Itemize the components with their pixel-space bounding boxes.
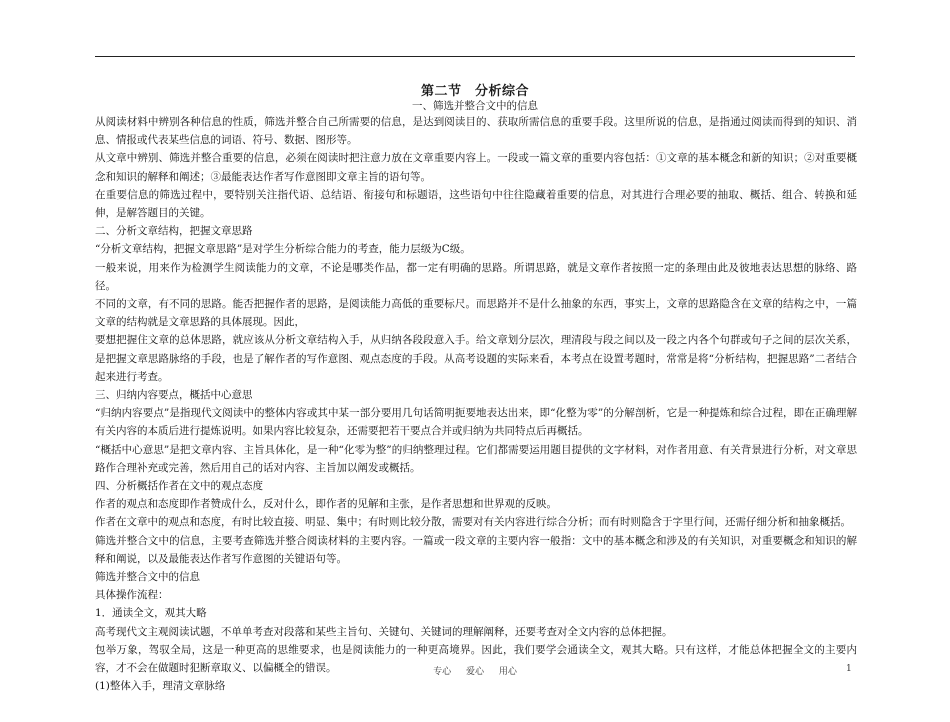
paragraph: 从阅读材料中辨别各种信息的性质，筛选并整合自己所需要的信息，是达到阅读目的、获取所需信息的重要手段。这里所说的信息，是指通过阅读而得到的知识、消息、情报或代表某些信息的词语、符号、数据、图形等。	[95, 116, 857, 147]
paragraph: 具体操作流程：	[95, 589, 169, 602]
paragraph: 筛选并整合文中的信息，主要考查筛选并整合阅读材料的主要内容。一篇或一段文章的主要内容一般指：文中的基本概念和涉及的有关知识，对重要概念和知识的解释和阐说，以及最能表达作者写作意图的关键语句等。	[95, 534, 857, 565]
page-number: 1	[846, 664, 852, 674]
footer-word: 爱心	[465, 667, 484, 677]
page-footer	[0, 664, 950, 677]
section-title: 第二节 分析综合	[420, 84, 529, 99]
paragraph: “概括中心意思”是把文章内容、主旨具体化，是一种“化零为整”的归纳整理过程。它们都需要运用题目提供的文字材料，对作者用意、有关背景进行分析，对文章思路作合理补充或完善，然后用自己的话对内容、主旨加以阐发或概括。	[95, 443, 857, 474]
paragraph: 一般来说，用来作为检测学生阅读能力的文章，不论是哪类作品，都一定有明确的思路。所谓思路，就是文章作者按照一定的条理由此及彼地表达思想的脉络、路径。	[95, 261, 857, 292]
document-body	[95, 113, 857, 696]
paragraph: 高考现代文主观阅读试题，不单单考查对段落和某些主旨句、关键句、关键词的理解阐释，还要考查对全文内容的总体把握。	[95, 625, 673, 638]
footer-word: 专心	[433, 667, 452, 677]
paragraph: 包举万象，驾驭全局，这是一种更高的思维要求，也是阅读能力的一种更高境界。因此，我们要学会通读全文，观其大略。只有这样，才能总体把握全文的主要内容，才不会在做题时犯断章取义、以偏概全的错误。	[95, 643, 857, 675]
heading: 四、分析概括作者在文中的观点态度	[95, 480, 263, 493]
footer-word: 用心	[498, 667, 517, 677]
heading: 1．通读全文，观其大略	[95, 607, 207, 620]
heading: 三、归纳内容要点，概括中心意思	[95, 389, 253, 402]
paragraph: 作者在文章中的观点和态度，有时比较直接、明显、集中；有时则比较分散，需要对有关内容进行综合分析；而有时则隐含于字里行间，还需仔细分析和抽象概括。	[95, 516, 851, 529]
header-rule	[95, 56, 855, 57]
paragraph: 作者的观点和态度即作者赞成什么，反对什么，即作者的见解和主张，是作者思想和世界观的反映。	[95, 498, 557, 511]
paragraph: 从文章中辨别、筛选并整合重要的信息，必须在阅读时把注意力放在文章重要内容上。一段或一篇文章的重要内容包括：①文章的基本概念和新的知识；②对重要概念和知识的解释和阐述；③最能表达作者写作意图即文章主旨的语句等。	[95, 152, 857, 183]
section-subtitle: 一、筛选并整合文中的信息	[412, 100, 538, 112]
paragraph: 不同的文章，有不同的思路。能否把握作者的思路，是阅读能力高低的重要标尺。而思路并不是什么抽象的东西，事实上，文章的思路隐含在文章的结构之中，一篇文章的结构就是文章思路的具体展现。因此，	[95, 298, 857, 329]
paragraph: “归纳内容要点”是指现代文阅读中的整体内容或其中某一部分要用几句话简明扼要地表达出来，即“化整为零”的分解剖析，它是一种提炼和综合过程，即在正确理解有关内容的本质后进行提炼说明。如果内容比较复杂，还需要把若干要点合并或归纳为共同特点后再概括。	[95, 407, 857, 438]
paragraph: “分析文章结构，把握文章思路”是对学生分析综合能力的考查，能力层级为C级。	[95, 243, 471, 256]
paragraph: 在重要信息的筛选过程中，要特别关注指代语、总结语、衔接句和标题语，这些语句中往往隐藏着重要的信息，对其进行合理必要的抽取、概括、组合、转换和延伸，是解答题目的关键。	[95, 188, 857, 220]
heading: 二、分析文章结构，把握文章思路	[95, 225, 253, 238]
paragraph: 筛选并整合文中的信息	[95, 571, 200, 584]
heading: (1)整体入手，理清文章脉络	[95, 680, 226, 693]
paragraph: 要想把握住文章的总体思路，就应该从分析文章结构入手，从归纳各段段意入手。给文章划分层次，理清段与段之间以及一段之内各个句群或句子之间的层次关系，是把握文章思路脉络的手段，也是了解作者的写作意图、观点态度的手段。从高考设题的实际来看，本考点在设置考题时，常常是将“分析结构，把握思路”二者结合起来进行考查。	[95, 334, 857, 383]
